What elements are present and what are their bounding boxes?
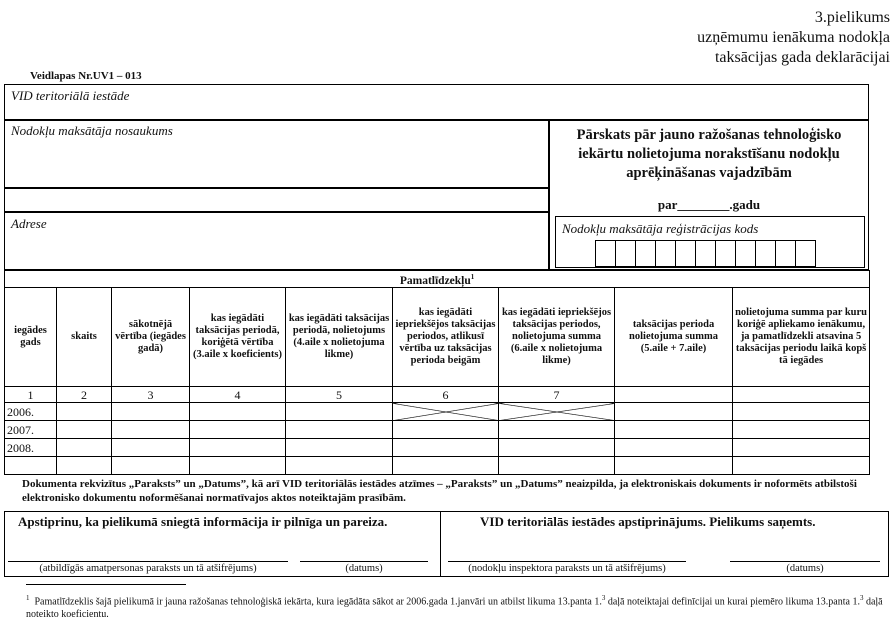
cell[interactable] [733, 421, 870, 439]
column-header: kas iegādāti taksācijas periodā, nolietojums (4.aile x nolietojuma likme) [286, 288, 393, 387]
cell[interactable] [286, 457, 393, 475]
reg-code-cell[interactable] [755, 240, 776, 267]
vid-office-field[interactable] [4, 84, 869, 120]
cell[interactable] [393, 439, 499, 457]
taxpayer-name-continuation[interactable] [4, 188, 549, 212]
column-header: kas iegādāti iepriekšējos taksācijas periodos, nolietojuma summa (6.aile x nolietojuma likme) [499, 288, 615, 387]
header-line-1: 3.pielikums [814, 9, 890, 26]
cell[interactable] [190, 403, 286, 421]
column-number [733, 387, 870, 403]
column-header: iegādes gads [5, 288, 57, 387]
reg-code-cell[interactable] [615, 240, 636, 267]
reg-code-cell[interactable] [715, 240, 736, 267]
taxpayer-confirmation-title: Apstiprinu, ka pielikumā sniegtā informācija ir pilnīga un pareiza. [18, 514, 388, 529]
report-title: Pārskats pār jauno ražošanas tehnoloģisko iekārtu nolietojuma norakstīšanu nodokļu aprēķināšanas vajadzībām [576, 127, 842, 181]
vid-confirmation-title: VID teritoriālās iestādes apstiprinājums. Pielikums saņemts. [480, 514, 816, 529]
table-row [5, 457, 870, 475]
report-year-line [556, 197, 862, 213]
column-number: 4 [190, 387, 286, 403]
cell[interactable] [286, 439, 393, 457]
taxpayer-date-caption: (datums) [345, 563, 383, 574]
row-year: 2008. [5, 439, 57, 457]
column-number: 7 [499, 387, 615, 403]
table-row [5, 421, 870, 439]
taxpayer-name-field[interactable] [4, 120, 549, 188]
taxpayer-signature-line[interactable] [8, 561, 288, 562]
cell[interactable] [112, 457, 190, 475]
reg-code-label: Nodokļu maksātāja reģistrācijas kods [562, 221, 759, 236]
cell[interactable] [190, 457, 286, 475]
address-field[interactable] [4, 212, 549, 270]
column-number: 2 [57, 387, 112, 403]
column-header: sākotnējā vērtība (iegādes gadā) [112, 288, 190, 387]
column-header: nolietojuma summa par kuru koriģē apliekamo ienākumu, ja pamatlīdzekli atsavina 5 taksācijas periodu laikā kopš tā iegādes [733, 288, 870, 387]
column-header: kas iegādāti taksācijas periodā, koriģētā vērtība (3.aile x koeficients) [190, 288, 286, 387]
cell[interactable] [733, 439, 870, 457]
row-year: 2007. [5, 421, 57, 439]
column-number: 6 [393, 387, 499, 403]
cell[interactable] [615, 439, 733, 457]
inspector-date-caption: (datums) [786, 563, 824, 574]
reg-code-cell[interactable] [595, 240, 616, 267]
column-number: 3 [112, 387, 190, 403]
table-group-title: Pamatlīdzekļu$^1$ [5, 271, 870, 288]
cell[interactable] [57, 403, 112, 421]
header-line-3: taksācijas gada deklarācijai [714, 49, 890, 66]
report-year-prefix: par [657, 197, 678, 212]
cell[interactable] [190, 421, 286, 439]
confirmation-divider [440, 511, 441, 577]
address-label: Adrese [11, 216, 47, 231]
cell[interactable] [499, 421, 615, 439]
footnote-separator [26, 584, 186, 585]
taxpayer-date-line[interactable] [300, 561, 428, 562]
electronic-doc-note: Dokumenta rekvizītus „Paraksts” un „Datums”, kā arī VID teritoriālās iestādes atzīmes – „Paraksts” un „Datums” neaizpilda, ja elektroniskais dokuments ir noformēts atbilstoši elektronisko dokumentu noformēšanai normatīvajos aktos noteiktajām prasībām. [22, 478, 857, 504]
cell[interactable] [499, 439, 615, 457]
cell[interactable] [615, 421, 733, 439]
column-header: taksācijas perioda nolietojuma summa (5.aile + 7.aile) [615, 288, 733, 387]
inspector-signature-line[interactable] [448, 561, 686, 562]
column-header: skaits [57, 288, 112, 387]
column-header: kas iegādāti iepriekšējos taksācijas periodos, atlikusī vērtība uz taksācijas perioda beigām [393, 288, 499, 387]
inspector-signature-caption: (nodokļu inspektora paraksts un tā atšifrējums) [468, 563, 666, 574]
cell[interactable] [393, 421, 499, 439]
cell[interactable] [733, 457, 870, 475]
cell[interactable] [286, 421, 393, 439]
cell[interactable] [112, 421, 190, 439]
cell[interactable] [190, 439, 286, 457]
table-row [5, 403, 870, 421]
column-number: 1 [5, 387, 57, 403]
cell[interactable] [57, 439, 112, 457]
taxpayer-signature-caption: (atbildīgās amatpersonas paraksts un tā atšifrējums) [39, 563, 257, 574]
report-year-suffix: .gadu [729, 197, 761, 212]
reg-code-cell[interactable] [635, 240, 656, 267]
vid-office-label: VID teritoriālā iestāde [11, 88, 130, 103]
reg-code-cell[interactable] [695, 240, 716, 267]
column-number: 5 [286, 387, 393, 403]
reg-code-cell[interactable] [655, 240, 676, 267]
footnote: $^1$ Pamatlīdzeklis šajā pielikumā ir jauna ražošanas tehnoloģiskā iekārta, kura iegādāta sākot ar 2006.gada 1.janvāri un atbilst likuma 13.panta 1.$^3$ daļā noteiktajai definīcijai un kurai piemēro likuma 13.panta 1.$^3$ daļā noteikto koeficientu. [26, 594, 883, 621]
row-year: 2006. [5, 403, 57, 421]
cell[interactable] [112, 403, 190, 421]
cell[interactable] [112, 439, 190, 457]
reg-code-cell[interactable] [775, 240, 796, 267]
column-number-row [5, 387, 870, 403]
inspector-date-line[interactable] [730, 561, 880, 562]
table-header-row [5, 288, 870, 387]
report-year-blank[interactable]: ________ [677, 197, 730, 212]
cell[interactable] [733, 403, 870, 421]
cell[interactable] [286, 403, 393, 421]
cell[interactable] [615, 403, 733, 421]
row-year [5, 457, 57, 475]
cell[interactable] [499, 457, 615, 475]
form-code: Veidlapas Nr.UV1 – 013 [30, 70, 142, 82]
fixed-assets-table [4, 270, 870, 475]
cell[interactable] [57, 457, 112, 475]
reg-code-cell[interactable] [735, 240, 756, 267]
table-row [5, 439, 870, 457]
crossed-cell [393, 403, 499, 421]
reg-code-cell[interactable] [795, 240, 816, 267]
cell[interactable] [393, 457, 499, 475]
cell[interactable] [57, 421, 112, 439]
column-number [615, 387, 733, 403]
reg-code-cells [596, 240, 816, 267]
cell[interactable] [615, 457, 733, 475]
header-line-2: uzņēmumu ienākuma nodokļa [697, 29, 890, 46]
crossed-cell [499, 403, 615, 421]
reg-code-cell[interactable] [675, 240, 696, 267]
taxpayer-name-label: Nodokļu maksātāja nosaukums [11, 123, 173, 138]
